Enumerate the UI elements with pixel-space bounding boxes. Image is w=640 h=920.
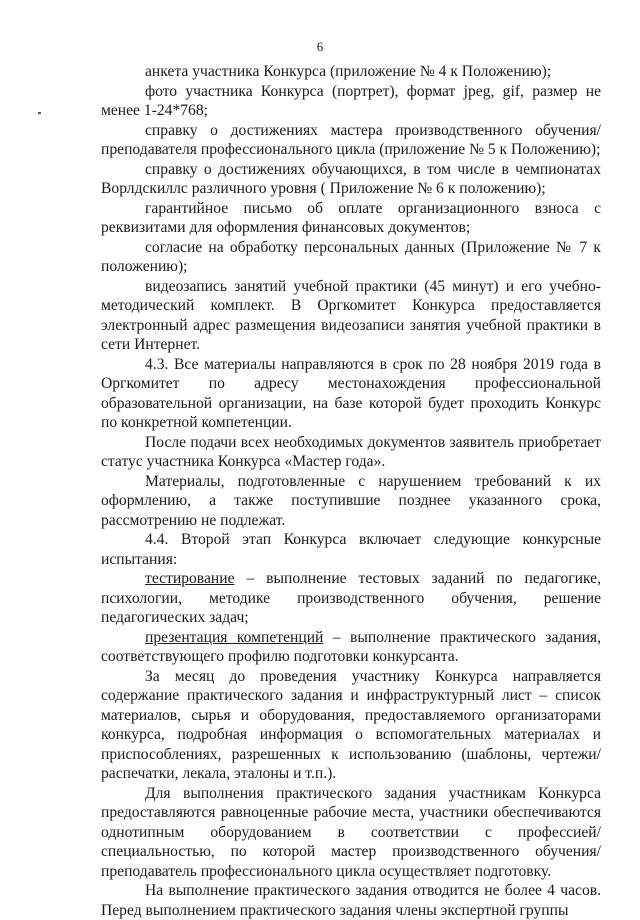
paragraph-testing [101, 569, 601, 628]
paragraph-workplaces: Для выполнения практического задания участникам Конкурса предоставляются равноценные рабочие места, участники обеспечиваются однотипным оборудованием в соответствии с профессией/специальностью, по которой мастер производственного обучения/преподаватель профессионального цикла осуществляет подготовку. [101, 784, 601, 880]
list-item-application-form: анкета участника Конкурса (приложение № 4 к Положению); [145, 63, 552, 80]
list-item-data-consent: согласие на обработку персональных данных (Приложение № 7 к положению); [101, 238, 601, 275]
list-item-student-achievements: справку о достижениях обучающихся, в том числе в чемпионатах Ворлдскиллс различного уровня ( Приложение № 6 к положению); [101, 160, 601, 197]
term-presentation: презентация компетенций [145, 628, 324, 646]
list-item-master-achievements: справку о достижениях мастера производственного обучения/преподавателя профессионального цикла (приложение № 5 к Положению); [101, 121, 601, 158]
testing-description: – выполнение тестовых заданий по педагогике, психологии, методике производственного обучения, решение педагогических задач; [101, 570, 601, 626]
presentation-description: – выполнение практического задания, соответствующего профилю подготовки конкурсанта. [101, 628, 601, 665]
list-item-video: видеозапись занятий учебной практики (45 минут) и его учебно-методический комплект. В Оргкомитет Конкурса предоставляется электронный адрес размещения видеозаписи занятия учебной практики в сети Интернет. [101, 277, 601, 353]
page-number: 6 [316, 39, 324, 54]
paragraph-presentation [101, 628, 601, 667]
paragraph-materials-rejected: Материалы, подготовленные с нарушением требований к их оформлению, а также поступившие позднее указанного срока, рассмотрению не подлежат. [101, 472, 601, 529]
paragraph-task-content: За месяц до проведения участнику Конкурса направляется содержание практического задания и инфраструктурный лист – список материалов, сырья и оборудования, предоставляемого организаторами конкурса, подробная информация о вспомогательных материалах и приспособлениях, разрешенных к использованию (шаблоны, чертежи/распечатки, лекала, эталоны и т.п.). [101, 667, 601, 782]
term-testing: тестирование [145, 570, 235, 587]
list-item-photo: фото участника Конкурса (портрет), формат jpeg, gif, размер не менее 1-24*768; [101, 82, 601, 119]
paragraph-status: После подачи всех необходимых документов заявитель приобретает статус участника Конкурса «Мастер года». [101, 433, 601, 470]
section-4-4: 4.4. Второй этап Конкурса включает следующие конкурсные испытания: [101, 531, 601, 568]
section-4-3: 4.3. Все материалы направляются в срок по 28 ноября 2019 года в Оргкомитет по адресу местонахождения профессиональной образовательной организации, на базе которой будет проходить Конкурс по конкретной компетенции. [101, 355, 601, 431]
document-body [101, 62, 601, 920]
paragraph-time-limit: На выполнение практического задания отводится не более 4 часов. Перед выполнением практического задания члены экспертной группы [101, 882, 601, 919]
margin-mark [38, 112, 41, 114]
list-item-guarantee-letter: гарантийное письмо об оплате организационного взноса с реквизитами для оформления финансовых документов; [101, 199, 601, 236]
